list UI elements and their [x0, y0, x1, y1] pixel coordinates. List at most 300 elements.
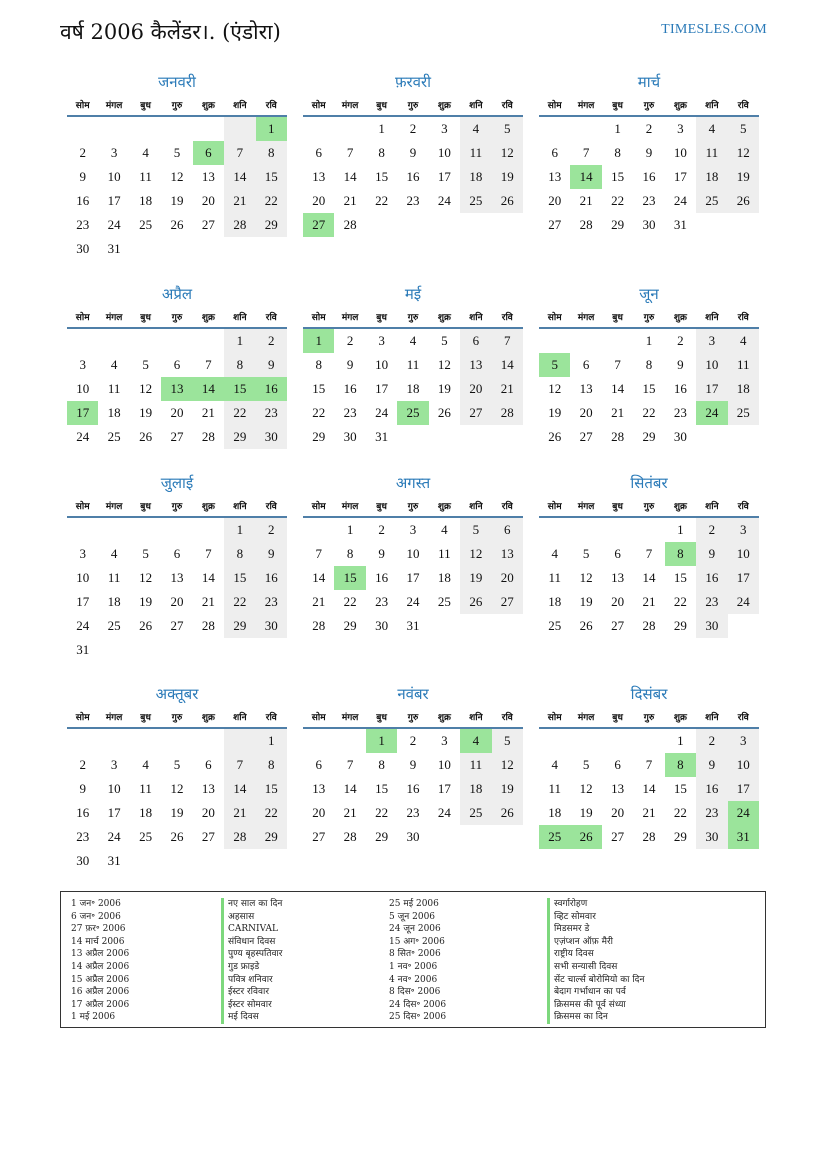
legend-entry: 13 अप्रैल 2006	[71, 949, 130, 960]
month-name: दिसंबर	[630, 685, 668, 703]
month-name: जुलाई	[160, 474, 194, 492]
day-cell: 5	[492, 729, 523, 753]
day-cell: 21	[611, 405, 625, 420]
weekday-label: रवि	[265, 713, 277, 723]
weekday-label: बुध	[140, 313, 151, 323]
month-block	[303, 471, 523, 682]
legend-entry: 16 अप्रैल 2006	[71, 987, 130, 998]
day-cell: 19	[460, 566, 491, 590]
day-cell: 13	[312, 169, 326, 184]
holiday-day-cell: 15	[334, 566, 365, 590]
holiday-day-cell: 27	[303, 213, 334, 237]
legend-entry: CARNIVAL	[228, 924, 278, 935]
weekday-label: गुरु	[171, 502, 183, 512]
legend-entry: 15 अग॰ 2006	[389, 936, 445, 947]
month-name: जून	[639, 285, 659, 303]
day-cell: 23	[696, 801, 727, 825]
day-cell: 31	[406, 618, 420, 633]
day-cell: 7	[346, 145, 354, 160]
legend-entry: राष्ट्रीय दिवस	[554, 949, 594, 960]
day-cell: 16	[673, 381, 687, 396]
day-cell: 29	[673, 829, 687, 844]
day-cell: 30	[406, 829, 420, 844]
day-cell: 18	[460, 777, 491, 801]
day-cell: 14	[312, 570, 326, 585]
day-cell: 27	[312, 829, 326, 844]
weekday-label: मंगल	[105, 713, 123, 723]
day-cell: 3	[728, 518, 759, 542]
day-cell: 5	[173, 145, 181, 160]
day-cell: 4	[110, 546, 118, 561]
day-cell: 10	[107, 169, 121, 184]
day-grid	[539, 518, 759, 638]
day-cell: 8	[224, 542, 255, 566]
day-cell: 24	[76, 429, 90, 444]
weekday-label: रवि	[737, 502, 749, 512]
day-cell: 20	[460, 377, 491, 401]
day-grid	[539, 329, 759, 449]
day-cell: 1	[346, 522, 354, 537]
day-cell: 30	[696, 614, 727, 638]
day-cell: 24	[437, 193, 451, 208]
empty-cell	[193, 329, 224, 353]
day-cell: 14	[642, 570, 656, 585]
day-cell: 27	[460, 401, 491, 425]
legend-entry: नए साल का दिन	[228, 899, 283, 909]
day-cell: 4	[696, 117, 727, 141]
weekday-label: गुरु	[171, 713, 183, 723]
holiday-day-cell: 16	[256, 377, 287, 401]
day-cell: 10	[728, 542, 759, 566]
empty-cell	[539, 729, 570, 753]
weekday-label: बुध	[612, 502, 623, 512]
day-cell: 1	[224, 518, 255, 542]
day-cell: 10	[673, 145, 687, 160]
holiday-day-cell: 17	[67, 401, 98, 425]
day-cell: 21	[343, 193, 357, 208]
day-cell: 29	[673, 618, 687, 633]
day-cell: 9	[346, 357, 354, 372]
day-cell: 13	[611, 570, 625, 585]
day-grid	[67, 117, 287, 261]
day-cell: 14	[611, 381, 625, 396]
legend-entry: ईस्टर रविवार	[228, 987, 270, 998]
day-cell: 19	[579, 805, 593, 820]
day-cell: 7	[645, 757, 653, 772]
day-cell: 13	[201, 781, 215, 796]
day-cell: 30	[76, 853, 90, 868]
weekday-label: शनि	[705, 502, 719, 512]
day-cell: 25	[548, 618, 562, 633]
empty-cell	[98, 729, 129, 753]
day-cell: 25	[107, 429, 121, 444]
weekday-label: गुरु	[407, 502, 419, 512]
day-cell: 23	[642, 193, 656, 208]
day-cell: 12	[492, 141, 523, 165]
empty-cell	[602, 518, 633, 542]
day-cell: 15	[673, 570, 687, 585]
day-cell: 22	[673, 594, 687, 609]
weekday-header	[539, 495, 759, 518]
empty-cell	[193, 117, 224, 141]
weekday-label: गुरु	[407, 101, 419, 111]
day-cell: 28	[224, 825, 255, 849]
month-block	[67, 70, 287, 282]
legend-entry: गुड फ्राइडे	[228, 961, 260, 972]
day-cell: 7	[224, 753, 255, 777]
day-cell: 5	[142, 546, 149, 561]
day-cell: 8	[256, 753, 287, 777]
day-cell: 2	[677, 333, 684, 348]
day-cell: 11	[139, 781, 152, 796]
day-cell: 17	[437, 781, 451, 796]
day-cell: 31	[673, 217, 687, 232]
site-link[interactable]: TIMESLES.COM	[661, 22, 767, 37]
weekday-label: शुक्र	[437, 713, 451, 723]
day-cell: 16	[696, 777, 727, 801]
day-cell: 6	[173, 357, 181, 372]
day-cell: 23	[696, 590, 727, 614]
month-block	[303, 282, 523, 471]
day-cell: 20	[312, 193, 326, 208]
empty-cell	[539, 117, 570, 141]
holiday-day-cell: 13	[161, 377, 192, 401]
day-cell: 3	[110, 757, 118, 772]
day-grid	[67, 329, 287, 449]
day-cell: 11	[107, 381, 121, 396]
day-cell: 24	[375, 405, 389, 420]
month-block	[539, 70, 759, 282]
day-cell: 23	[256, 401, 287, 425]
day-cell: 2	[256, 518, 287, 542]
empty-cell	[130, 117, 161, 141]
weekday-label: बुध	[376, 101, 387, 111]
day-cell: 4	[409, 333, 417, 348]
day-cell: 18	[107, 594, 121, 609]
day-cell: 9	[696, 753, 727, 777]
day-cell: 22	[224, 401, 255, 425]
weekday-label: शनि	[233, 713, 247, 723]
weekday-label: शनि	[705, 713, 719, 723]
month-name: नवंबर	[397, 685, 429, 703]
weekday-header	[539, 94, 759, 117]
weekday-label: मंगल	[577, 502, 595, 512]
day-cell: 28	[611, 429, 625, 444]
weekday-label: शुक्र	[201, 502, 215, 512]
day-cell: 27	[170, 429, 184, 444]
weekday-label: गुरु	[171, 101, 183, 111]
month-name: अक्तूबर	[155, 685, 199, 703]
weekday-label: रवि	[737, 313, 749, 323]
weekday-label: बुध	[612, 101, 623, 111]
day-cell: 27	[201, 829, 215, 844]
weekday-label: मंगल	[341, 101, 359, 111]
legend-entry: 14 मार्च 2006	[71, 936, 125, 947]
day-cell: 8	[346, 546, 354, 561]
day-cell: 7	[315, 546, 322, 561]
day-cell: 6	[551, 145, 558, 160]
day-cell: 25	[437, 594, 451, 609]
weekday-label: बुध	[376, 713, 387, 723]
legend-entry: 25 दिस॰ 2006	[389, 1012, 447, 1023]
day-cell: 22	[224, 590, 255, 614]
weekday-label: सोम	[547, 502, 562, 512]
day-cell: 11	[728, 353, 759, 377]
day-cell: 13	[312, 781, 326, 796]
legend-entry: 5 जून 2006	[389, 911, 436, 922]
empty-cell	[67, 729, 98, 753]
day-cell: 29	[256, 825, 287, 849]
weekday-label: सोम	[311, 502, 326, 512]
day-cell: 6	[460, 329, 491, 353]
day-cell: 27	[201, 217, 215, 232]
weekday-label: मंगल	[105, 313, 123, 323]
day-cell: 2	[696, 518, 727, 542]
weekday-header	[67, 94, 287, 117]
empty-cell	[539, 518, 570, 542]
day-cell: 26	[170, 829, 184, 844]
day-cell: 6	[205, 757, 212, 772]
day-cell: 12	[728, 141, 759, 165]
day-cell: 4	[110, 357, 118, 372]
day-cell: 21	[343, 805, 357, 820]
day-cell: 16	[696, 566, 727, 590]
day-cell: 2	[409, 121, 417, 136]
day-cell: 12	[579, 570, 593, 585]
day-cell: 8	[378, 757, 385, 772]
day-cell: 26	[170, 217, 184, 232]
holiday-day-cell: 1	[303, 329, 334, 353]
day-cell: 27	[170, 618, 184, 633]
day-cell: 22	[611, 193, 625, 208]
day-cell: 2	[645, 121, 653, 136]
day-cell: 10	[696, 353, 727, 377]
day-cell: 8	[224, 353, 255, 377]
day-cell: 30	[375, 618, 389, 633]
day-cell: 5	[728, 117, 759, 141]
day-cell: 14	[642, 781, 656, 796]
legend-entry: 25 मई 2006	[389, 899, 439, 909]
day-cell: 8	[256, 141, 287, 165]
day-cell: 2	[696, 729, 727, 753]
weekday-label: बुध	[140, 502, 151, 512]
month-name: फ़रवरी	[394, 73, 432, 91]
holiday-day-cell: 8	[665, 542, 696, 566]
legend-entry: संविधान दिवस	[228, 936, 276, 947]
weekday-header	[303, 495, 523, 518]
day-cell: 11	[438, 546, 451, 561]
weekday-label: रवि	[265, 502, 277, 512]
day-cell: 26	[492, 801, 523, 825]
month-name: जनवरी	[158, 73, 196, 91]
day-cell: 30	[343, 429, 357, 444]
holiday-day-cell: 5	[539, 353, 570, 377]
day-cell: 16	[642, 169, 656, 184]
day-cell: 4	[551, 757, 558, 772]
weekday-label: सोम	[75, 313, 90, 323]
day-cell: 25	[139, 217, 153, 232]
empty-cell	[67, 117, 98, 141]
day-cell: 23	[673, 405, 687, 420]
holiday-day-cell: 24	[696, 401, 727, 425]
day-cell: 23	[406, 805, 420, 820]
day-grid	[303, 518, 523, 638]
day-cell: 19	[139, 405, 153, 420]
day-cell: 1	[677, 522, 684, 537]
weekday-label: शुक्र	[201, 313, 215, 323]
weekday-label: सोम	[547, 713, 562, 723]
month-block	[67, 471, 287, 682]
day-cell: 4	[441, 522, 448, 537]
weekday-label: मंगल	[105, 502, 123, 512]
day-cell: 20	[492, 566, 523, 590]
legend-entry: 6 जन॰ 2006	[71, 911, 121, 922]
day-cell: 23	[76, 217, 90, 232]
month-block	[303, 70, 523, 282]
day-cell: 5	[582, 757, 590, 772]
day-cell: 29	[642, 429, 656, 444]
holiday-day-cell: 8	[665, 753, 696, 777]
empty-cell	[334, 729, 365, 753]
day-cell: 8	[378, 145, 385, 160]
day-cell: 17	[437, 169, 451, 184]
holiday-day-cell: 4	[460, 729, 491, 753]
day-cell: 30	[673, 429, 687, 444]
weekday-label: शुक्र	[673, 313, 687, 323]
day-cell: 15	[312, 381, 326, 396]
day-cell: 19	[139, 594, 153, 609]
holiday-legend	[60, 891, 766, 1028]
day-cell: 31	[107, 241, 121, 256]
weekday-label: शनि	[705, 101, 719, 111]
day-cell: 11	[548, 570, 561, 585]
day-cell: 30	[256, 425, 287, 449]
day-cell: 24	[728, 590, 759, 614]
day-cell: 22	[673, 805, 687, 820]
weekday-label: शनि	[705, 313, 719, 323]
weekday-label: शुक्र	[201, 713, 215, 723]
weekday-header	[67, 706, 287, 729]
day-cell: 10	[406, 546, 420, 561]
legend-dates-right	[389, 898, 446, 1024]
legend-entry: 15 अप्रैल 2006	[71, 974, 130, 985]
legend-entry: 27 फ़र॰ 2006	[71, 924, 126, 935]
day-cell: 24	[437, 805, 451, 820]
weekday-label: शनि	[469, 313, 483, 323]
day-cell: 19	[728, 165, 759, 189]
day-cell: 20	[312, 805, 326, 820]
day-cell: 7	[346, 757, 354, 772]
day-cell: 4	[728, 329, 759, 353]
day-cell: 6	[173, 546, 181, 561]
day-cell: 16	[76, 805, 90, 820]
weekday-label: शुक्र	[673, 713, 687, 723]
holiday-day-cell: 14	[570, 165, 601, 189]
day-cell: 27	[611, 618, 625, 633]
day-cell: 17	[673, 169, 687, 184]
day-cell: 22	[312, 405, 326, 420]
day-cell: 7	[205, 546, 212, 561]
weekday-label: सोम	[547, 313, 562, 323]
day-cell: 27	[548, 217, 562, 232]
day-cell: 31	[107, 853, 121, 868]
legend-entry: बेदाग गर्भाधान का पर्व	[554, 987, 626, 998]
holiday-day-cell: 31	[728, 825, 759, 849]
day-grid	[303, 117, 523, 237]
day-cell: 22	[343, 594, 357, 609]
day-cell: 22	[375, 805, 389, 820]
holiday-day-cell: 1	[366, 729, 397, 753]
day-cell: 19	[437, 381, 451, 396]
day-cell: 22	[642, 405, 656, 420]
day-cell: 23	[76, 829, 90, 844]
day-cell: 29	[375, 829, 389, 844]
weekday-label: सोम	[547, 101, 562, 111]
day-cell: 1	[378, 121, 385, 136]
day-cell: 17	[107, 193, 121, 208]
day-cell: 3	[441, 733, 448, 748]
day-cell: 12	[492, 753, 523, 777]
day-cell: 2	[79, 145, 86, 160]
holiday-day-cell: 14	[193, 377, 224, 401]
empty-cell	[161, 729, 192, 753]
day-cell: 15	[256, 777, 287, 801]
legend-entry: 8 सित॰ 2006	[389, 949, 441, 960]
empty-cell	[602, 329, 633, 353]
day-cell: 26	[492, 189, 523, 213]
legend-entry: स्वर्गारोहण	[554, 899, 588, 909]
month-block	[539, 471, 759, 682]
weekday-label: बुध	[612, 713, 623, 723]
legend-entry: एज़ंप्शन ऑफ़ मैरी	[554, 936, 613, 947]
empty-cell	[633, 729, 664, 753]
month-block	[539, 682, 759, 894]
month-name: मई	[404, 285, 422, 303]
day-cell: 6	[582, 357, 590, 372]
legend-entry: क्रिसमस की पूर्व संध्या	[554, 999, 626, 1010]
day-cell: 2	[409, 733, 417, 748]
empty-cell	[570, 117, 601, 141]
day-cell: 10	[107, 781, 121, 796]
day-cell: 25	[460, 189, 491, 213]
day-cell: 28	[201, 618, 215, 633]
day-cell: 9	[677, 357, 684, 372]
day-cell: 2	[378, 522, 385, 537]
day-cell: 26	[728, 189, 759, 213]
weekday-label: शुक्र	[437, 502, 451, 512]
day-cell: 1	[677, 733, 684, 748]
day-cell: 16	[256, 566, 287, 590]
weekday-label: शनि	[233, 502, 247, 512]
legend-entry: 1 जन॰ 2006	[71, 899, 121, 909]
weekday-label: रवि	[501, 101, 513, 111]
day-cell: 1	[256, 729, 287, 753]
day-cell: 15	[642, 381, 656, 396]
day-cell: 27	[579, 429, 593, 444]
day-cell: 25	[107, 618, 121, 633]
day-cell: 10	[728, 753, 759, 777]
day-cell: 23	[256, 590, 287, 614]
day-cell: 30	[76, 241, 90, 256]
day-cell: 18	[696, 165, 727, 189]
month-block	[539, 282, 759, 471]
weekday-label: रवि	[501, 502, 513, 512]
legend-entry: पवित्र शनिवार	[228, 974, 273, 985]
weekday-label: सोम	[311, 713, 326, 723]
day-cell: 25	[696, 189, 727, 213]
holiday-day-cell: 15	[224, 377, 255, 401]
day-cell: 24	[406, 594, 420, 609]
